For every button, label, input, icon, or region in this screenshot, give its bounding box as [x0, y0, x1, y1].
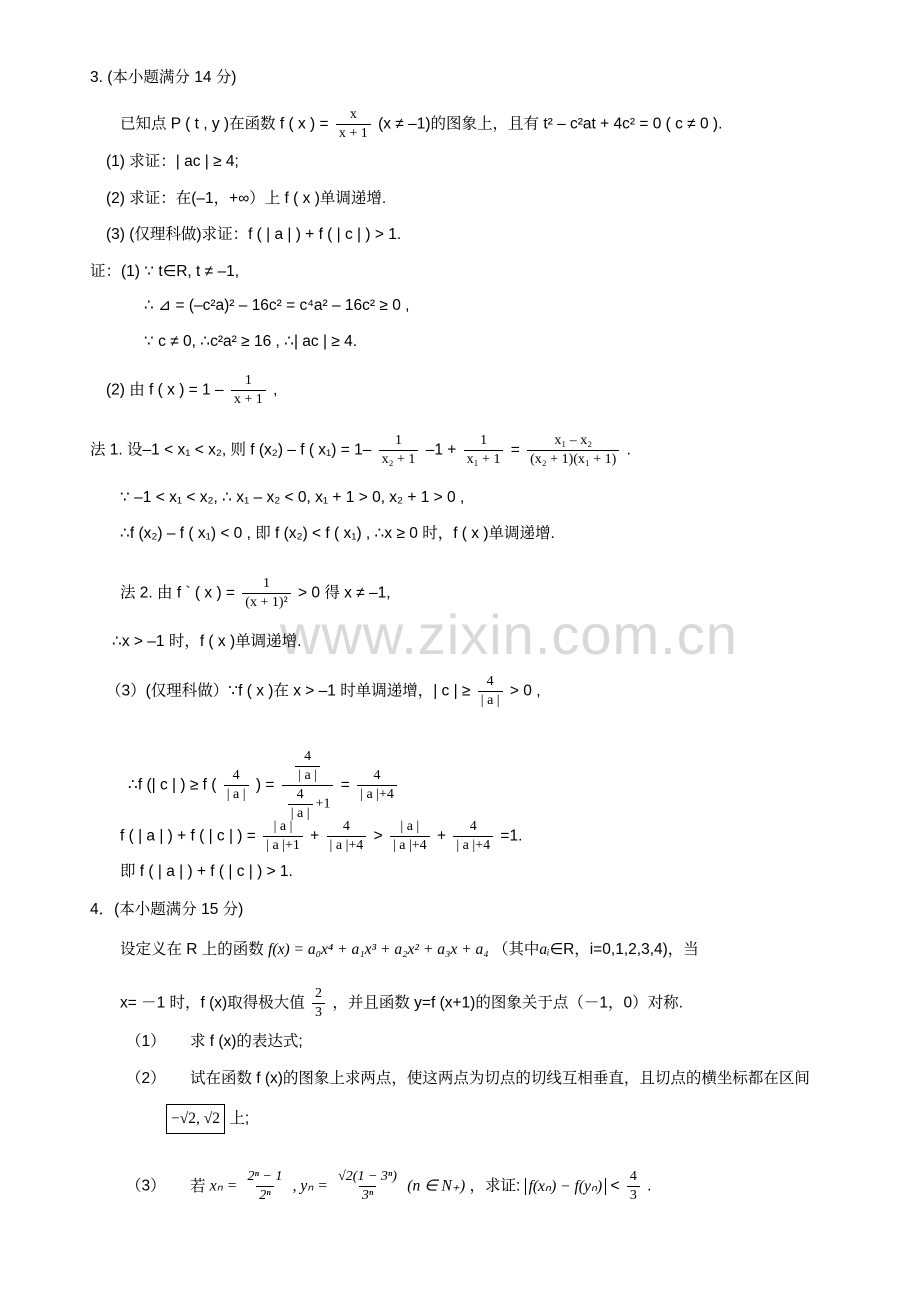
- absolute-value: f(xₙ) − f(yₙ): [525, 1178, 607, 1195]
- problem-4-title: 4．(本小题满分 15 分): [90, 901, 244, 918]
- problem-4-condition: x= －1 时，f (x)取得极大值 $\frac{2}{3}$ ，并且函数 y=f (x+1)的图象关于点（－1，0）对称.: [120, 986, 683, 1020]
- solution-1-line-3: ∵ c ≠ 0, ∴c²a² ≥ 16 , ∴| ac | ≥ 4.: [144, 333, 358, 350]
- given-text-a: 已知点 P ( t , y )在函数 f ( x ) =: [120, 115, 329, 133]
- problem-3-title: 3. (本小题满分 14 分): [90, 69, 237, 86]
- problem-4-intro: 设定义在 R 上的函数 f(x) = a₀x⁴ + a₁x³ + a₂x² + a₃x + a₄ （其中aᵢ∈R，i=0,1,2,3,4)，当: [120, 941, 699, 958]
- fraction-4-over-a-b: $\frac{4}{| a |}$: [224, 767, 249, 804]
- solution-1-line-1: 证：(1) ∵ t∈R, t ≠ –1,: [90, 263, 240, 280]
- solution-3-conclusion: 即 f ( | a | ) + f ( | c | ) > 1.: [120, 863, 293, 880]
- solution-1-line-2: ∴ ⊿ = (–c²a)² – 16c² = c⁴a² – 16c² ≥ 0 ,: [144, 297, 410, 314]
- given-text-b: (x ≠ –1)的图象上，且有 t² – c²at + 4c² = 0 ( c ≠ 0 ).: [378, 115, 723, 133]
- given-fraction: $\frac{x}{x + 1}$: [336, 106, 371, 143]
- method-2-line-1: 法 2. 由 f ` ( x ) = $\frac{1}{\text{(x + 1)²}}$ > 0 得 x ≠ –1,: [120, 576, 391, 610]
- solution-3-line-1: （3）(仅理科做）∵f ( x )在 x > –1 时单调递增，| c | ≥ $\frac{4}{| a |}$ > 0 ,: [106, 674, 541, 708]
- polynomial-formula: f(x) = a₀x⁴ + a₁x³ + a₂x² + a₃x + a₄: [268, 941, 489, 958]
- method-1-line-3: ∴f (x₂) – f ( x₁) < 0 , 即 f (x₂) < f ( x₁) , ∴x ≥ 0 时，f ( x )单调递增.: [120, 525, 555, 542]
- question-4-3: （3） 若 xₙ = $\frac{\text{2ⁿ − 1}}{\text{2ⁿ}}$ , yₙ = $\frac{\text{√2(1 − 3ⁿ)}}{\text{3ⁿ}}$ (n ∈ N₊) ，求证: f(xₙ) − f(yₙ) < $\frac{4}{3}$ .: [126, 1169, 652, 1203]
- problem-3-given: [120, 106, 722, 143]
- fraction-m1-1: $\frac{1}{\text{x₂ + 1}}$: [379, 432, 419, 469]
- compound-fraction: $\frac{4}{| a |}$ $\frac{4}{| a |}$ +1: [282, 748, 334, 823]
- question-4-2-interval: −√2, √2 上;: [166, 1104, 249, 1134]
- watermark: www.zixin.com.cn: [280, 603, 738, 666]
- fraction-m1-3: $\frac{\text{x₁ – x₂}}{\text{(x₂ + 1)(x₁ + 1)}}$: [527, 432, 619, 469]
- question-3-2: (2) 求证：在(–1，+∞）上 f ( x )单调递增.: [106, 190, 387, 207]
- question-4-1: （1） 求 f (x)的表达式;: [126, 1033, 303, 1050]
- fraction-4-over-a-plus-4: $\frac{4}{| a |+4}$: [357, 767, 397, 804]
- interval-bracket: −√2, √2: [166, 1104, 225, 1134]
- question-4-2: （2） 试在函数 f (x)的图象上求两点，使这两点为切点的切线互相垂直，且切点的横坐标都在区间: [126, 1070, 810, 1087]
- question-3-3: (3) (仅理科做)求证：f ( | a | ) + f ( | c | ) > 1.: [106, 226, 402, 243]
- solution-3-line-3: f ( | a | ) + f ( | c | ) = $\frac{| a |}{| a |+1}$ + $\frac{4}{| a |+4}$ > $\frac{| a |}{| a |+4}$ + $\frac{4}{| a |+4}$ =1.: [120, 819, 523, 853]
- method-1-line-2: ∵ –1 < x₁ < x₂, ∴ x₁ – x₂ < 0, x₁ + 1 > 0, x₂ + 1 > 0 ,: [120, 489, 465, 506]
- method-1-line-1: 法 1. 设–1 < x₁ < x₂, 则 f (x₂) – f ( x₁) = 1– $\frac{1}{\text{x₂ + 1}}$ –1 + $\frac{1}{\text{x₁ + 1}}$ = $\frac{\text{x₁ – x₂}}{\text{(x₂ + 1)(x₁ + 1)}}$ .: [90, 433, 631, 467]
- solution-2-intro: (2) 由 f ( x ) = 1 – $\frac{1}{x + 1}$ ,: [106, 373, 278, 407]
- method-2-line-2: ∴x > –1 时，f ( x )单调递增.: [112, 633, 302, 650]
- fraction-2-over-3: $\frac{2}{3}$: [312, 985, 325, 1022]
- fraction-1-over-x-plus-1: $\frac{1}{x + 1}$: [231, 372, 266, 409]
- fraction-derivative: $\frac{1}{\text{(x + 1)²}}$: [242, 575, 290, 612]
- question-3-1: (1) 求证：| ac | ≥ 4;: [106, 153, 239, 170]
- solution-3-line-2: ∴f (| c | ) ≥ f ( $\frac{4}{| a |}$ ) = $\frac{4}{| a |}$ $\frac{4}{| a |}$ +1 = $\frac{4}{| a |+4}$: [128, 748, 400, 823]
- fraction-m1-2: $\frac{1}{\text{x₁ + 1}}$: [464, 432, 504, 469]
- fraction-4-over-a: $\frac{4}{| a |}$: [478, 673, 503, 710]
